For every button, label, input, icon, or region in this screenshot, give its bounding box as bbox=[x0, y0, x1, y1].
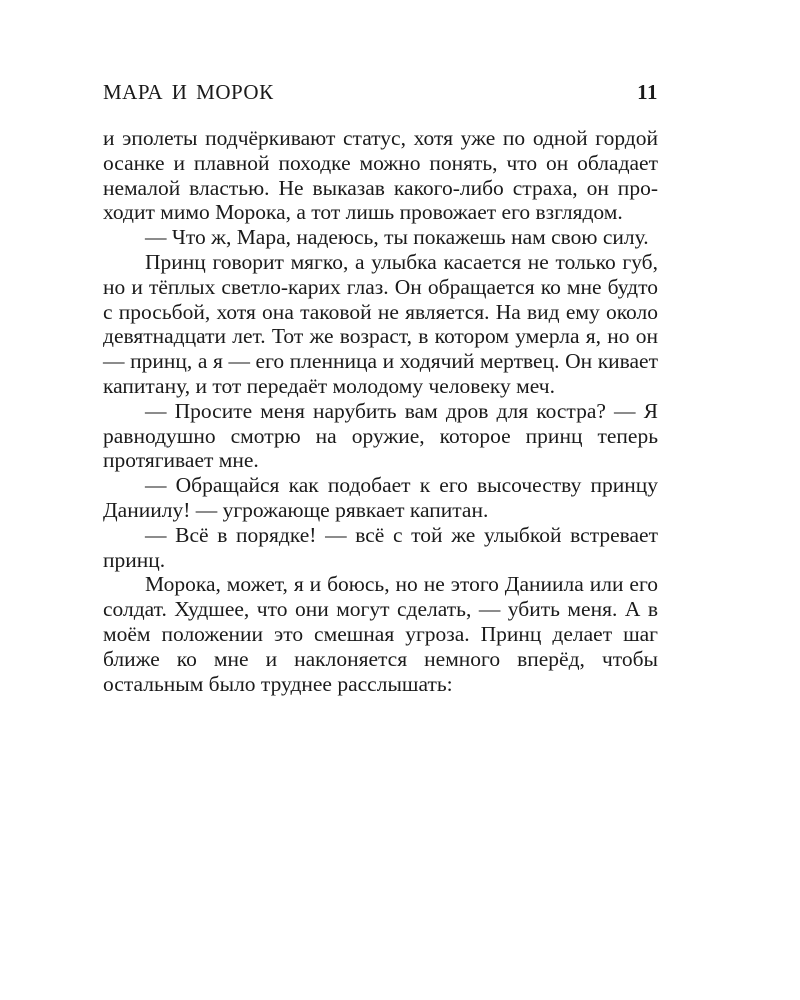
paragraph-4: — Просите меня нарубить вам дров для костра? — Я равнодушно смотрю на оружие, которое принц теперь протягивает мне. bbox=[103, 398, 658, 473]
paragraph-3: Принц говорит мягко, а улыбка касается не только губ, но и тёплых светло-карих глаз. Он обращается ко мне будто с просьбой, хотя она таковой не является. На вид ему около девятнадцати лет. Тот же возраст, в котором умерла я, но он — принц, а я — его пленница и ходячий мертвец. Он кивает капитану, и тот передаёт молодому человеку меч. bbox=[103, 249, 658, 398]
body-text bbox=[103, 126, 658, 696]
page-number: 11 bbox=[637, 80, 658, 104]
running-head bbox=[103, 80, 658, 114]
paragraph-7: Морока, может, я и боюсь, но не этого Даниила или его солдат. Худшее, что они могут сделать, — убить меня. А в моём положении это смешная угроза. Принц делает шаг ближе ко мне и наклоняется немного вперёд, чтобы остальным было труднее расслышать: bbox=[103, 572, 658, 696]
paragraph-2: — Что ж, Мара, надеюсь, ты покажешь нам свою силу. bbox=[145, 225, 649, 250]
book-page bbox=[103, 80, 658, 696]
paragraph-5: — Обращайся как подобает к его высочеству принцу Даниилу! — угрожающе рявкает капитан. bbox=[103, 473, 658, 522]
running-title: МАРА И МОРОК bbox=[103, 80, 274, 104]
paragraph-6: — Всё в порядке! — всё с той же улыбкой встревает принц. bbox=[103, 522, 658, 572]
paragraph-1: и эполеты подчёркивают статус, хотя уже по одной гордой осанке и плавной походке можно понять, что он обладает немалой властью. Не выказав какого-либо страха, он проходит мимо Морока, а тот лишь провожает его взглядом. bbox=[103, 126, 658, 225]
